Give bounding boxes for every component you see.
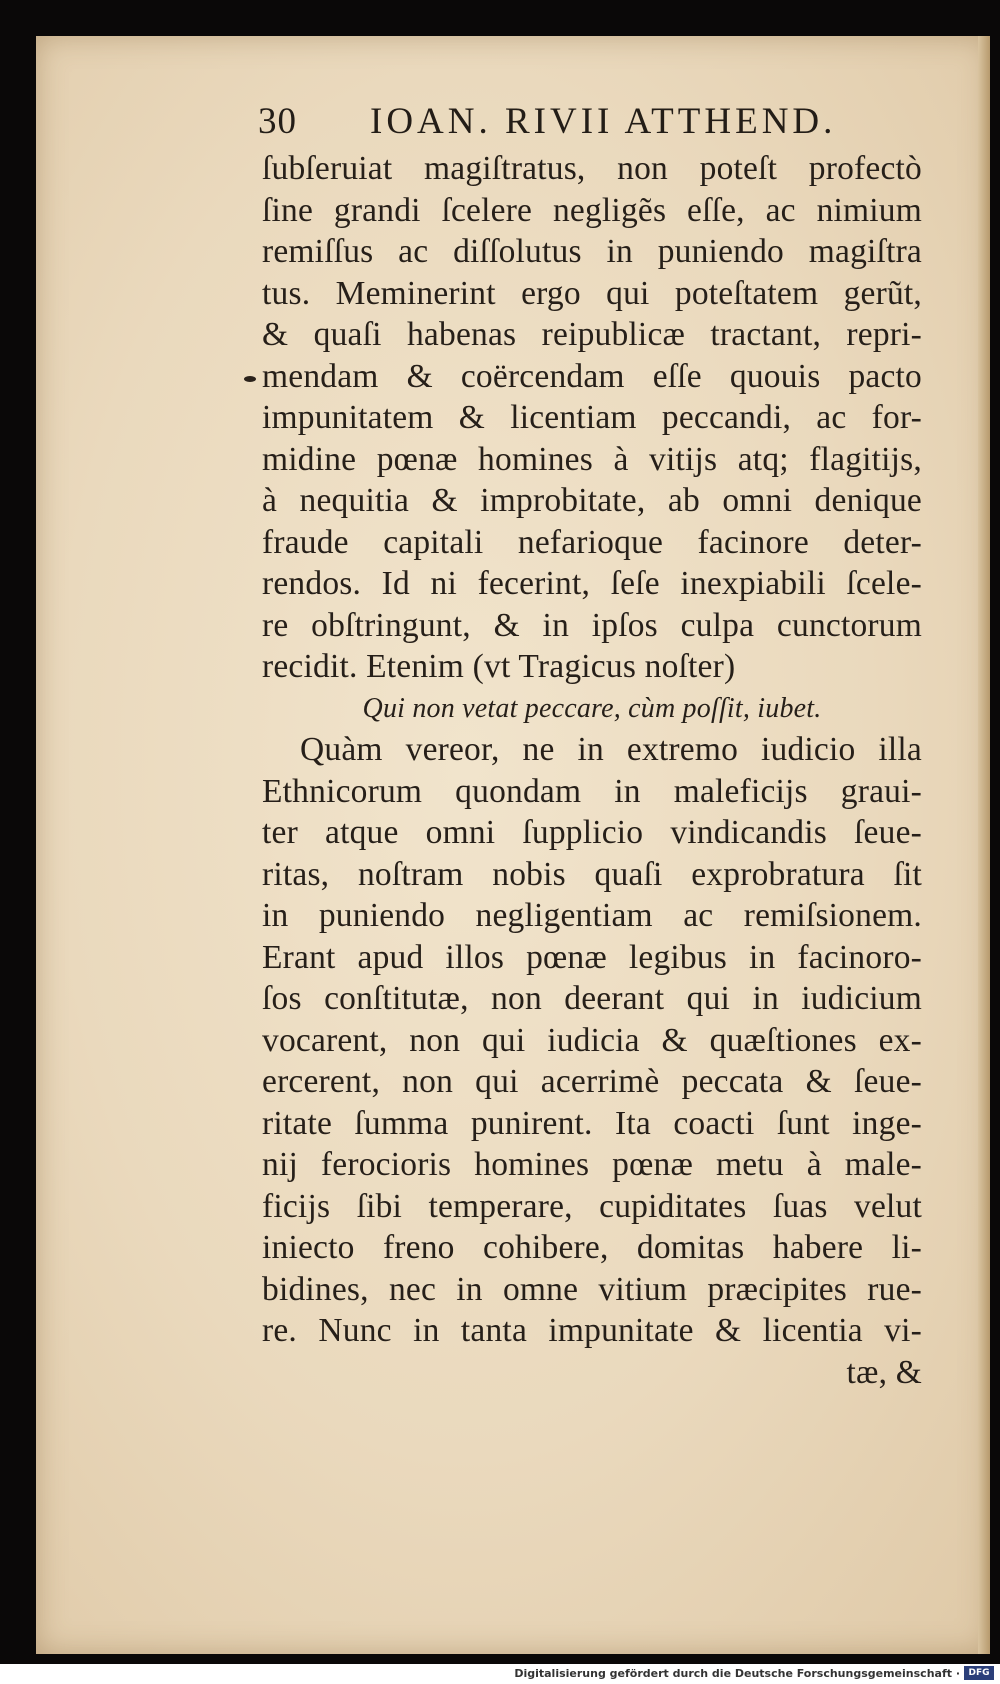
verse-quotation: Qui non vetat peccare, cùm poſſit, iubet.: [362, 692, 822, 724]
text-line: remiſſus ac diſſolutus in puniendo magiſtra: [262, 233, 922, 270]
text-line: & quaſi habenas reipublicæ tractant, repri-: [262, 316, 922, 353]
text-line: ritate ſumma punirent. Ita coacti ſunt inge-: [262, 1104, 922, 1142]
text-line: mendam & coërcendam eſſe quouis pacto: [262, 357, 922, 395]
text-line: à nequitia & improbitate, ab omni denique: [262, 482, 922, 519]
text-line: Ethnicorum quondam in maleficijs graui-: [262, 772, 922, 810]
dfg-logo: DFG: [964, 1666, 994, 1680]
text-line: ficijs ſibi temperare, cupiditates ſuas velut: [262, 1187, 922, 1225]
text-line: ſubſeruiat magiſtratus, non poteſt profectò: [262, 150, 922, 187]
text-line: rendos. Id ni fecerint, ſeſe inexpiabili ſcele-: [262, 565, 922, 602]
text-line: ercerent, non qui acerrimè peccata & ſeue-: [262, 1063, 922, 1100]
text-line: re obſtringunt, & in ipſos culpa cunctorum: [262, 606, 922, 644]
text-line: midine pœnæ homines à vitijs atq; flagitijs,: [262, 440, 922, 478]
text-line: nij ferocioris homines pœnæ metu à male-: [262, 1146, 922, 1183]
text-line: ſine grandi ſcelere negligẽs eſſe, ac nimium: [262, 191, 922, 229]
text-block: [262, 148, 922, 1393]
text-line: bidines, nec in omne vitium præcipites rue-: [262, 1270, 922, 1308]
text-line: in puniendo negligentiam ac remiſsionem.: [262, 897, 922, 934]
page-edge: [978, 36, 990, 1654]
ink-mark: [244, 376, 256, 382]
page-number: 30: [258, 101, 297, 142]
text-line: ſos conſtitutæ, non deerant qui in iudicium: [262, 980, 922, 1017]
paragraph-first-line: Quàm vereor, ne in extremo iudicio illa: [300, 731, 922, 768]
text-line: vocarent, non qui iudicia & quæſtiones ex-: [262, 1021, 922, 1059]
text-line: iniecto freno cohibere, domitas habere li-: [262, 1229, 922, 1266]
text-line: recidit. Etenim (vt Tragicus noſter): [262, 648, 736, 685]
footer-bar: [0, 1664, 1000, 1684]
digitization-credit: Digitalisierung gefördert durch die Deutsche Forschungsgemeinschaft ·: [514, 1667, 960, 1680]
catchword: tæ, &: [846, 1353, 922, 1391]
text-line: tus. Meminerint ergo qui poteſtatem gerũt,: [262, 274, 922, 312]
text-line: impunitatem & licentiam peccandi, ac for-: [262, 399, 922, 436]
text-line: Erant apud illos pœnæ legibus in facinoro-: [262, 938, 922, 976]
text-line: re. Nunc in tanta impunitate & licentia vi-: [262, 1312, 922, 1349]
running-head: [258, 100, 858, 150]
text-line: ter atque omni ſupplicio vindicandis ſeue-: [262, 814, 922, 851]
text-line: fraude capitali nefarioque facinore deter-: [262, 523, 922, 561]
running-title: IOAN. RIVII ATTHEND.: [370, 101, 837, 142]
text-line: ritas, noſtram nobis quaſi exprobratura ſit: [262, 855, 922, 893]
